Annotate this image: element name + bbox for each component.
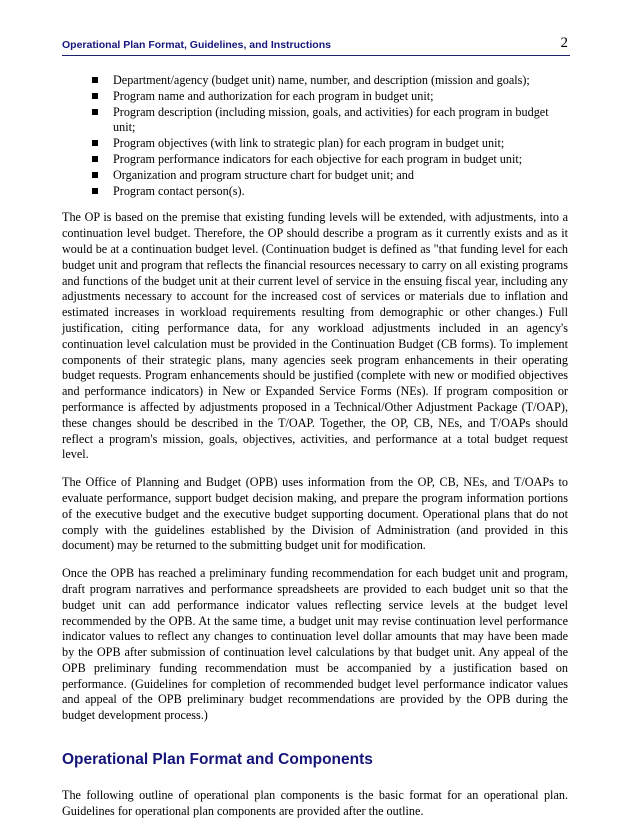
list-item-text: Program description (including mission, goals, and activities) for each program in budget unit; — [113, 104, 549, 135]
square-bullet-icon — [92, 188, 98, 194]
square-bullet-icon — [92, 172, 98, 178]
page-number: 2 — [560, 35, 568, 51]
square-bullet-icon — [92, 109, 98, 115]
list-item — [92, 184, 568, 200]
list-item-text: Organization and program structure chart for budget unit; and — [113, 167, 414, 182]
page-content — [62, 73, 568, 831]
section-intro-paragraph: The following outline of operational plan components is the basic format for an operational plan. Guidelines for operational plan components are provided after the outline. — [62, 787, 568, 818]
list-item-text: Program contact person(s). — [113, 183, 245, 198]
list-item-text: Program name and authorization for each program in budget unit; — [113, 88, 434, 103]
list-item-text: Department/agency (budget unit) name, number, and description (mission and goals); — [113, 73, 530, 87]
square-bullet-icon — [92, 93, 98, 99]
list-item — [92, 73, 568, 89]
paragraph-preliminary-funding: Once the OPB has reached a preliminary funding recommendation for each budget unit and program, draft program narratives and performance spreadsheets are provided to each budget unit so that the budget unit can add performance indicator values reflecting service levels at the budget level recommended by the OPB. At the same time, a budget unit may revise continuation level performance indicator values to reflect any changes to continuation level dollar amounts that may have been made by the OPB after submission of continuation level calculations by that budget unit. Any appeal of the OPB preliminary funding recommendation must be accompanied by a justification based on performance. (Guidelines for completion of recommended budget level performance indicator values and appeal of the OPB preliminary budget recommendations are provided by the OPB during the budget development process.) — [62, 566, 568, 723]
section-heading: Operational Plan Format and Components — [62, 751, 373, 769]
list-item — [92, 89, 568, 105]
list-item — [92, 152, 568, 168]
square-bullet-icon — [92, 140, 98, 146]
paragraph-continuation-budget: The OP is based on the premise that existing funding levels will be extended, with adjustments, into a continuation level budget. Therefore, the OP should describe a program as it currently exists and as it would be at a continuation budget level. (Continuation budget is defined as "that funding level for each budget unit and program that reflects the financial resources necessary to carry on all existing programs and functions of the budget unit at their current level of service in the ensuing fiscal year, including any adjustments necessary to account for the increased cost of services or materials due to inflation and estimated increases in workload requirements resulting from demographic or other changes.) Full justification, citing performance data, for any workload adjustments included in an agency's continuation level calculation must be provided in the Continuation Budget (CB forms). To implement components of their strategic plans, many agencies seek program enhancements in their operating budget requests. Program enhancements should be justified (complete with new or modified objectives and performance indicators) in New or Expanded Service Forms (NEs). If program composition or performance is affected by adjustments proposed in a Technical/Other Adjustment Package (T/OAP), these changes should be described in the T/OAP. Together, the OP, CB, NEs, and T/OAPs should reflect a program's mission, goals, objectives, activities, and performance at a total budget request level. — [62, 210, 568, 462]
square-bullet-icon — [92, 77, 98, 83]
list-item — [92, 168, 568, 184]
list-item — [92, 136, 568, 152]
bullet-list — [62, 73, 568, 199]
list-item-text: Program objectives (with link to strategic plan) for each program in budget unit; — [113, 136, 505, 151]
list-item — [92, 105, 568, 137]
header-title: Operational Plan Format, Guidelines, and Instructions — [62, 39, 331, 51]
square-bullet-icon — [92, 156, 98, 162]
paragraph-opb-usage: The Office of Planning and Budget (OPB) uses information from the OP, CB, NEs, and T/OAPs to evaluate performance, support budget decision making, and prepare the program information portions of the executive budget and the executive budget supporting document. Operational plans that do not comply with the guidelines established by the Division of Administration (and provided in this document) may be returned to the submitting budget unit for modification. — [62, 475, 568, 553]
page-header — [62, 35, 570, 56]
list-item-text: Program performance indicators for each objective for each program in budget unit; — [113, 151, 523, 166]
